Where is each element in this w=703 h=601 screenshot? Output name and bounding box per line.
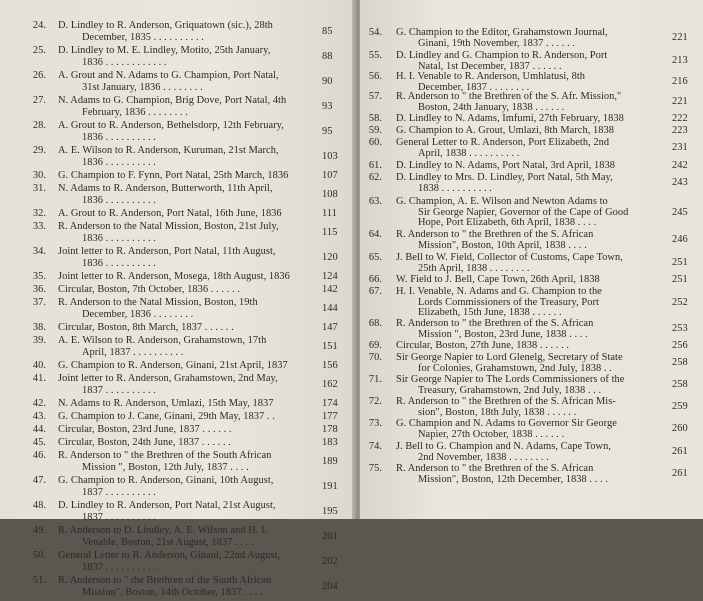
index-entry — [0, 20, 356, 46]
entry-number: 44. — [32, 424, 46, 435]
entry-line: G. Champion and N. Adams to Governor Sir George — [396, 418, 617, 429]
page-number: 223 — [672, 125, 688, 136]
entry-number: 39. — [32, 335, 46, 346]
entry-line: General Letter to R. Anderson, Ginani, 22nd August, — [58, 550, 281, 561]
page-number: 93 — [322, 100, 333, 112]
entry-line: H. I. Venable, N. Adams and G. Champion to the — [396, 286, 602, 297]
entry-number: 74. — [368, 441, 382, 452]
page-number: 252 — [672, 296, 688, 308]
entry-number: 47. — [32, 475, 46, 486]
entry-line: Circular, Boston, 24th June, 1837 . . . . . . — [58, 437, 231, 448]
entry-line: December, 1836 . . . . . . . . — [82, 308, 194, 320]
entry-number: 49. — [32, 525, 46, 536]
entry-line: J. Bell to W. Field, Collector of Customs, Cape Town, — [396, 252, 623, 263]
index-entry — [360, 396, 703, 419]
entry-line: Sir George Napier to The Lords Commissioners of the — [396, 374, 625, 385]
entry-line: Circular, Boston, 8th March, 1837 . . . . . . — [58, 322, 234, 333]
entry-line: General Letter to R. Anderson, Port Elizabeth, 2nd — [396, 137, 610, 148]
index-entry — [360, 418, 703, 441]
index-entry — [360, 160, 703, 173]
entry-line: sion", Boston, 18th July, 1838 . . . . . . — [418, 406, 577, 418]
index-entry — [360, 229, 703, 252]
entry-line: Sir George Napier to Lord Glenelg, Secretary of State — [396, 352, 623, 363]
page-number: 124 — [322, 271, 338, 282]
entry-line: Mission ", Boston, 23rd June, 1838 . . . . — [418, 328, 588, 340]
index-entry — [0, 70, 356, 96]
entry-line: R. Anderson to " the Brethren of the South African — [58, 450, 272, 461]
entry-line: 1836 . . . . . . . . . . — [82, 156, 156, 168]
entry-line: G. Champion to R. Anderson, Ginani, 21st April, 1837 — [58, 360, 288, 371]
entry-line: Joint letter to R. Anderson, Mosega, 18th August, 1836 — [58, 271, 290, 282]
entry-line: D. Lindley and G. Champion to R. Anderson, Port — [396, 50, 608, 61]
entry-line: Joint letter to R. Anderson, Grahamstown, 2nd May, — [58, 373, 278, 384]
index-entry — [0, 424, 356, 438]
page-number: 189 — [322, 455, 338, 467]
entry-number: 67. — [368, 286, 382, 297]
page-number: 174 — [322, 398, 338, 409]
index-entry — [360, 286, 703, 320]
entry-number: 28. — [32, 120, 46, 131]
entry-number: 25. — [32, 45, 46, 56]
page-number: 183 — [322, 437, 338, 448]
entry-line: R. Anderson to " the Brethren of the South African — [58, 575, 272, 586]
index-entry — [0, 170, 356, 184]
entry-line: Circular, Boston, 27th June, 1838 . . . . . . — [396, 340, 569, 351]
entry-number: 45. — [32, 437, 46, 448]
entry-line: N. Adams to G. Champion, Brig Dove, Port Natal, 4th — [58, 95, 287, 106]
page-number: 242 — [672, 160, 688, 171]
entry-number: 43. — [32, 411, 46, 422]
entry-number: 73. — [368, 418, 382, 429]
entry-number: 42. — [32, 398, 46, 409]
entry-number: 72. — [368, 396, 382, 407]
page-number: 178 — [322, 424, 338, 435]
entry-line: Mission", Boston, 10th April, 1838 . . . . — [418, 239, 587, 251]
entry-line: April, 1837 . . . . . . . . . . — [82, 346, 184, 358]
entry-number: 50. — [32, 550, 46, 561]
entry-number: 65. — [368, 252, 382, 263]
entry-number: 71. — [368, 374, 382, 385]
index-entry — [0, 322, 356, 336]
page-number: 120 — [322, 251, 338, 263]
index-entry — [0, 437, 356, 451]
page-number: 147 — [322, 322, 338, 333]
entry-line: 1837 . . . . . . . . . . — [82, 384, 156, 396]
page-number: 246 — [672, 234, 688, 246]
entry-line: Circular, Boston, 7th October, 1836 . . . . . . — [58, 284, 240, 295]
entry-number: 64. — [368, 229, 382, 240]
page-number: 202 — [322, 555, 338, 567]
page-number: 216 — [672, 76, 688, 88]
page-number: 221 — [672, 96, 688, 108]
page-number: 156 — [322, 360, 338, 371]
entry-line: Natal, 1st December, 1837 . . . . . . — [418, 60, 562, 72]
page-number: 103 — [322, 150, 338, 162]
entry-line: A. E. Wilson to R. Anderson, Kuruman, 21st March, — [58, 145, 279, 156]
index-entry — [0, 360, 356, 374]
entry-line: R. Anderson to the Natal Mission, Boston, 21st July, — [58, 221, 279, 232]
entry-line: 25th April, 1838 . . . . . . . . — [418, 262, 530, 274]
entry-line: H. I. Venable to R. Anderson, Umhlatusi, 8th — [396, 71, 586, 82]
entry-line: R. Anderson to " the Brethren of the S. African — [396, 463, 594, 474]
index-entry — [0, 398, 356, 412]
entry-line: 1837 . . . . . . . . . . — [82, 561, 156, 573]
entry-line: G. Champion to J. Cane, Ginani, 29th May, 1837 . . — [58, 411, 275, 422]
index-entry — [360, 91, 703, 114]
entry-line: D. Lindley to N. Adams, Imfumi, 27th February, 1838 — [396, 113, 624, 124]
entry-line: G. Champion to the Editor, Grahamstown Journal, — [396, 27, 608, 38]
right-page — [360, 0, 703, 519]
index-entry — [0, 120, 356, 146]
index-entry — [0, 450, 356, 476]
entry-number: 26. — [32, 70, 46, 81]
entry-number: 40. — [32, 360, 46, 371]
entry-line: Joint letter to R. Anderson, Port Natal, 11th August, — [58, 246, 276, 257]
page-number: 162 — [322, 378, 338, 390]
index-entry — [0, 271, 356, 285]
page-number: 204 — [322, 580, 338, 592]
index-entry — [360, 352, 703, 375]
entry-line: Circular, Boston, 23rd June, 1837 . . . . . . — [58, 424, 232, 435]
index-entry — [360, 318, 703, 341]
page-number: 191 — [322, 480, 338, 492]
entry-number: 58. — [368, 113, 382, 124]
page-number: 253 — [672, 323, 688, 335]
entry-number: 54. — [368, 27, 382, 38]
page-number: 201 — [322, 530, 338, 542]
entry-line: Mission", Boston, 14th October, 1837 . . . . — [82, 586, 263, 598]
page-number: 251 — [672, 274, 688, 285]
entry-number: 51. — [32, 575, 46, 586]
index-entry — [0, 550, 356, 576]
index-entry — [360, 50, 703, 73]
entry-number: 75. — [368, 463, 382, 474]
index-entry — [0, 95, 356, 121]
entry-number: 62. — [368, 172, 382, 183]
entry-line: A. Grout to R. Anderson, Bethelsdorp, 12th February, — [58, 120, 284, 131]
entry-line: April, 1838 . . . . . . . . . . — [418, 147, 520, 159]
page-number: 256 — [672, 340, 688, 351]
entry-number: 35. — [32, 271, 46, 282]
index-entry — [360, 374, 703, 397]
page-number: 243 — [672, 177, 688, 189]
entry-line: Sir George Napier, Governor of the Cape of Good — [418, 206, 629, 218]
index-entry — [360, 125, 703, 138]
entry-line: December, 1835 . . . . . . . . . . — [82, 31, 204, 43]
entry-number: 68. — [368, 318, 382, 329]
index-entry — [0, 183, 356, 209]
entry-number: 30. — [32, 170, 46, 181]
index-entry — [360, 196, 703, 230]
index-entry — [0, 208, 356, 222]
entry-line: A. E. Wilson to R. Anderson, Grahamstown, 17th — [58, 335, 267, 346]
entry-number: 36. — [32, 284, 46, 295]
entry-line: 1836 . . . . . . . . . . — [82, 131, 156, 143]
page-number: 251 — [672, 257, 688, 269]
page-number: 85 — [322, 25, 333, 37]
entry-line: 1836 . . . . . . . . . . — [82, 257, 156, 269]
entry-number: 46. — [32, 450, 46, 461]
entry-line: D. Lindley to M. E. Lindley, Motito, 25th January, — [58, 45, 271, 56]
page-number: 108 — [322, 188, 338, 200]
index-entry — [0, 145, 356, 171]
entry-line: Lords Commissioners of the Treasury, Port — [418, 296, 599, 308]
entry-line: Napier, 27th October, 1838 . . . . . . — [418, 428, 565, 440]
page-number: 111 — [322, 208, 337, 219]
entry-number: 38. — [32, 322, 46, 333]
entry-line: J. Bell to G. Champion and N. Adams, Cape Town, — [396, 441, 612, 452]
entry-number: 24. — [32, 20, 46, 31]
entry-number: 32. — [32, 208, 46, 219]
entry-line: N. Adams to R. Anderson, Butterworth, 11th April, — [58, 183, 273, 194]
entry-line: Treasury, Grahamstown, 2nd July, 1838 . . . — [418, 384, 602, 396]
page-number: 95 — [322, 125, 333, 137]
page-number: 144 — [322, 302, 338, 314]
entry-line: R. Anderson to " the Brethren of the S. African Mis- — [396, 396, 616, 407]
entry-number: 69. — [368, 340, 382, 351]
entry-number: 56. — [368, 71, 382, 82]
entry-line: Boston, 24th January, 1838 . . . . . . — [418, 101, 565, 113]
entry-line: R. Anderson to " the Brethren of the S. African — [396, 318, 594, 329]
entry-line: Elizabeth, 15th June, 1838 . . . . . . — [418, 307, 562, 319]
index-entry — [360, 340, 703, 353]
index-entry — [0, 297, 356, 323]
index-entry — [0, 284, 356, 298]
page-number: 260 — [672, 423, 688, 435]
entry-line: D. Lindley to N. Adams, Port Natal, 3rd April, 1838 — [396, 160, 616, 171]
entry-line: Ginani, 19th November, 1837 . . . . . . — [418, 37, 576, 49]
entry-line: A. Grout to R. Anderson, Port Natal, 16th June, 1836 — [58, 208, 282, 219]
page-number: 213 — [672, 55, 688, 67]
index-entry — [360, 113, 703, 126]
page-number: 151 — [322, 340, 338, 352]
entry-number: 66. — [368, 274, 382, 285]
index-entry — [360, 172, 703, 195]
entry-number: 37. — [32, 297, 46, 308]
page-number: 177 — [322, 411, 338, 422]
page-number: 258 — [672, 357, 688, 369]
index-entry — [360, 252, 703, 275]
entry-line: February, 1836 . . . . . . . . — [82, 106, 188, 118]
entry-line: R. Anderson to the Natal Mission, Boston, 19th — [58, 297, 258, 308]
entry-number: 70. — [368, 352, 382, 363]
page-number: 107 — [322, 170, 338, 181]
page-number: 195 — [322, 505, 338, 517]
entry-line: G. Champion, A. E. Wilson and Newton Adams to — [396, 196, 608, 207]
index-entry — [360, 463, 703, 486]
page-number: 142 — [322, 284, 338, 295]
index-entry — [0, 335, 356, 361]
entry-number: 33. — [32, 221, 46, 232]
index-entry — [0, 221, 356, 247]
entry-line: 1837 . . . . . . . . . . — [82, 486, 156, 498]
entry-line: G. Champion to A. Grout, Umlazi, 8th March, 1838 — [396, 125, 614, 136]
entry-line: D. Lindley to R. Anderson, Port Natal, 21st August, — [58, 500, 276, 511]
entry-number: 63. — [368, 196, 382, 207]
entry-line: D. Lindley to R. Anderson, Griquatown (sic.), 28th — [58, 20, 273, 31]
index-entry — [0, 475, 356, 501]
entry-line: Mission ", Boston, 12th July, 1837 . . . . — [82, 461, 249, 473]
index-entry — [0, 525, 356, 551]
entry-number: 61. — [368, 160, 382, 171]
page-number: 261 — [672, 468, 688, 480]
entry-line: Mission", Boston, 12th December, 1838 . . . . — [418, 473, 608, 485]
entry-line: December, 1837 . . . . . . . . — [418, 81, 530, 93]
entry-line: Venable, Boston, 21st August, 1837 . . . . — [82, 536, 254, 548]
entry-line: 1836 . . . . . . . . . . — [82, 232, 156, 244]
entry-line: 1838 . . . . . . . . . . — [418, 182, 492, 194]
index-entry — [0, 500, 356, 526]
page-number: 259 — [672, 401, 688, 413]
page-number: 261 — [672, 446, 688, 458]
entry-line: 1836 . . . . . . . . . . . . — [82, 56, 167, 68]
index-entry — [0, 411, 356, 425]
index-entry — [360, 137, 703, 160]
index-entry — [0, 246, 356, 272]
entry-number: 55. — [368, 50, 382, 61]
page-number: 231 — [672, 142, 688, 154]
entry-number: 57. — [368, 91, 382, 102]
entry-line: 31st January, 1836 . . . . . . . . — [82, 81, 203, 93]
entry-line: R. Anderson to " the Brethren of the S. Afr. Mission," — [396, 91, 622, 102]
entry-number: 29. — [32, 145, 46, 156]
entry-line: Hope, Port Elizabeth, 6th April, 1838 . . . . — [418, 217, 597, 229]
page-number: 258 — [672, 379, 688, 391]
entry-line: 1836 . . . . . . . . . . — [82, 194, 156, 206]
page-number: 221 — [672, 32, 688, 44]
page-number: 88 — [322, 50, 333, 62]
page-number: 245 — [672, 206, 688, 218]
entry-line: R. Anderson to D. Lindley, A. E. Wilson and H. I. — [58, 525, 268, 536]
entry-number: 60. — [368, 137, 382, 148]
entry-number: 41. — [32, 373, 46, 384]
index-entry — [360, 27, 703, 50]
entry-number: 27. — [32, 95, 46, 106]
entry-line: for Colonies, Grahamstown, 2nd July, 1838 . . — [418, 362, 612, 374]
index-entry — [360, 274, 703, 287]
page-number: 222 — [672, 113, 688, 124]
entry-number: 34. — [32, 246, 46, 257]
entry-line: G. Champion to F. Fynn, Port Natal, 25th March, 1836 — [58, 170, 289, 181]
entry-number: 31. — [32, 183, 46, 194]
index-entry — [0, 45, 356, 71]
page-number: 90 — [322, 75, 333, 87]
entry-line: A. Grout and N. Adams to G. Champion, Port Natal, — [58, 70, 279, 81]
entry-line: 2nd November, 1838 . . . . . . . . — [418, 451, 549, 463]
entry-line: G. Champion to R. Anderson, Ginani, 10th August, — [58, 475, 274, 486]
index-entry — [0, 575, 356, 601]
index-entry — [0, 373, 356, 399]
entry-line: D. Lindley to Mrs. D. Lindley, Port Natal, 5th May, — [396, 172, 613, 183]
entry-number: 59. — [368, 125, 382, 136]
entry-line: 1837 . . . . . . . . . . — [82, 511, 156, 523]
entry-line: N. Adams to R. Anderson, Umlazi, 15th May, 1837 — [58, 398, 274, 409]
index-entry — [360, 441, 703, 464]
entry-line: R. Anderson to " the Brethren of the S. African — [396, 229, 594, 240]
entry-number: 48. — [32, 500, 46, 511]
page-number: 115 — [322, 226, 338, 238]
entry-line: W. Field to J. Bell, Cape Town, 26th April, 1838 — [396, 274, 600, 285]
